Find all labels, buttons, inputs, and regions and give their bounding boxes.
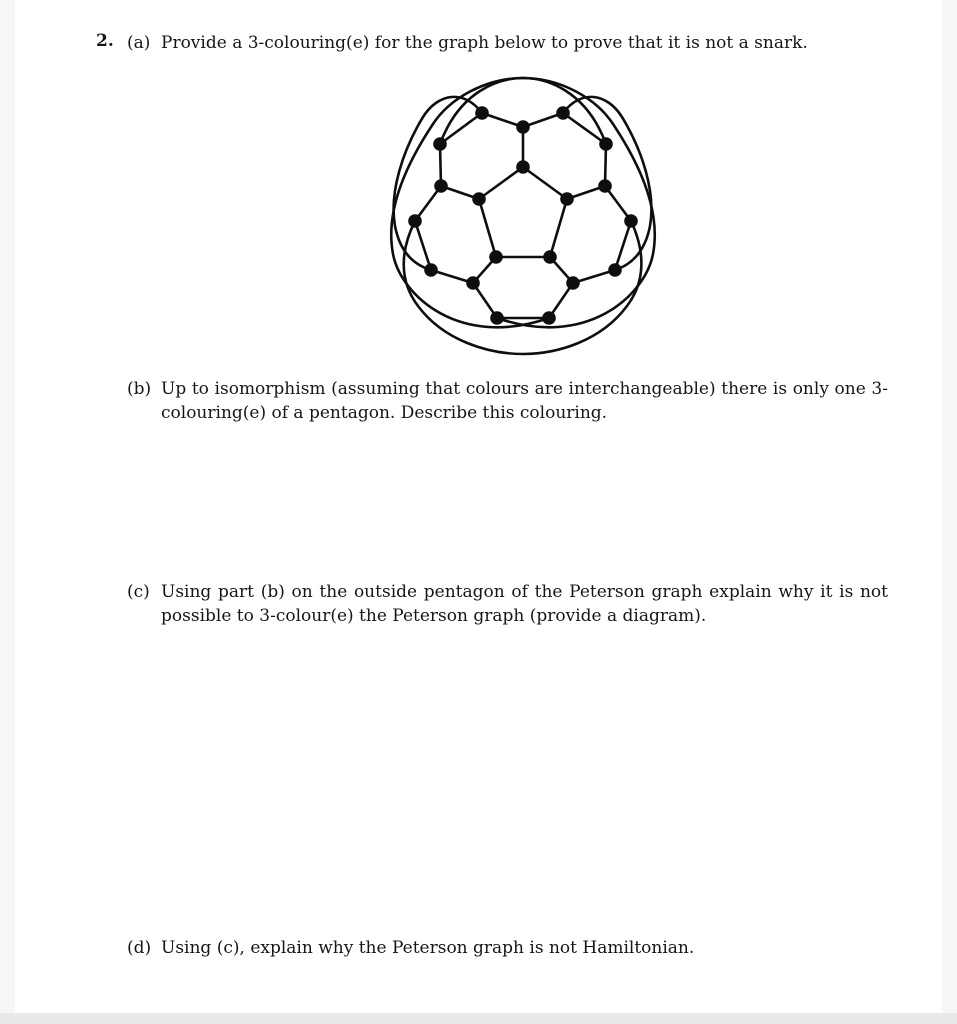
graph-vertex-c4 — [466, 276, 480, 290]
part-a — [127, 31, 888, 55]
part-d — [127, 936, 888, 960]
graph-vertex-v11 — [408, 214, 422, 228]
part-d-text: Using (c), explain why the Peterson graph is not Hamiltonian. — [161, 938, 695, 958]
right-margin-strip — [942, 0, 957, 1024]
left-margin-strip — [0, 0, 15, 1024]
graph-vertex-c3 — [566, 276, 580, 290]
graph-vertex-t2 — [560, 192, 574, 206]
graph-arc-4 — [404, 221, 642, 354]
part-a-text: Provide a 3-colouring(e) for the graph below to prove that it is not a snark. — [161, 33, 808, 53]
graph-edge-4 — [479, 167, 523, 199]
snark-graph-figure — [365, 58, 685, 363]
part-d-label: (d) — [127, 938, 152, 958]
part-b-text-line-2: colouring(e) of a pentagon. Describe this colouring. — [161, 403, 608, 423]
graph-vertex-v15 — [424, 263, 438, 277]
graph-edge-1 — [550, 199, 567, 257]
graph-vertex-v4 — [433, 137, 447, 151]
part-c — [127, 580, 888, 628]
graph-vertex-c2 — [598, 179, 612, 193]
graph-vertex-v2 — [556, 106, 570, 120]
graph-edge-0 — [523, 167, 567, 199]
part-b — [127, 377, 888, 425]
part-a-label: (a) — [127, 33, 151, 53]
graph-vertex-t5 — [472, 192, 486, 206]
part-c-text-line-1: Using part (b) on the outside pentagon of the Peterson graph explain why it is not — [161, 582, 888, 602]
bottom-bar — [0, 1013, 957, 1024]
graph-arc-0 — [440, 78, 655, 327]
part-b-label: (b) — [127, 379, 152, 399]
part-c-label: (c) — [127, 582, 150, 602]
graph-vertex-t4 — [489, 250, 503, 264]
graph-vertex-v1 — [475, 106, 489, 120]
graph-vertex-v16 — [608, 263, 622, 277]
graph-vertex-v5 — [599, 137, 613, 151]
problem-number: 2. — [96, 31, 114, 51]
snark-graph-svg — [365, 58, 685, 363]
graph-vertex-v19 — [490, 311, 504, 325]
graph-vertex-c5 — [434, 179, 448, 193]
graph-vertex-v12 — [624, 214, 638, 228]
part-b-text-line-1: Up to isomorphism (assuming that colours are interchangeable) there is only one 3- — [161, 379, 888, 399]
part-c-text-line-2: possible to 3-colour(e) the Peterson graph (provide a diagram). — [161, 606, 707, 626]
graph-edge-3 — [479, 199, 496, 257]
graph-vertex-t3 — [543, 250, 557, 264]
graph-vertex-t1 — [516, 160, 530, 174]
graph-vertex-v20 — [542, 311, 556, 325]
graph-vertex-c1 — [516, 120, 530, 134]
